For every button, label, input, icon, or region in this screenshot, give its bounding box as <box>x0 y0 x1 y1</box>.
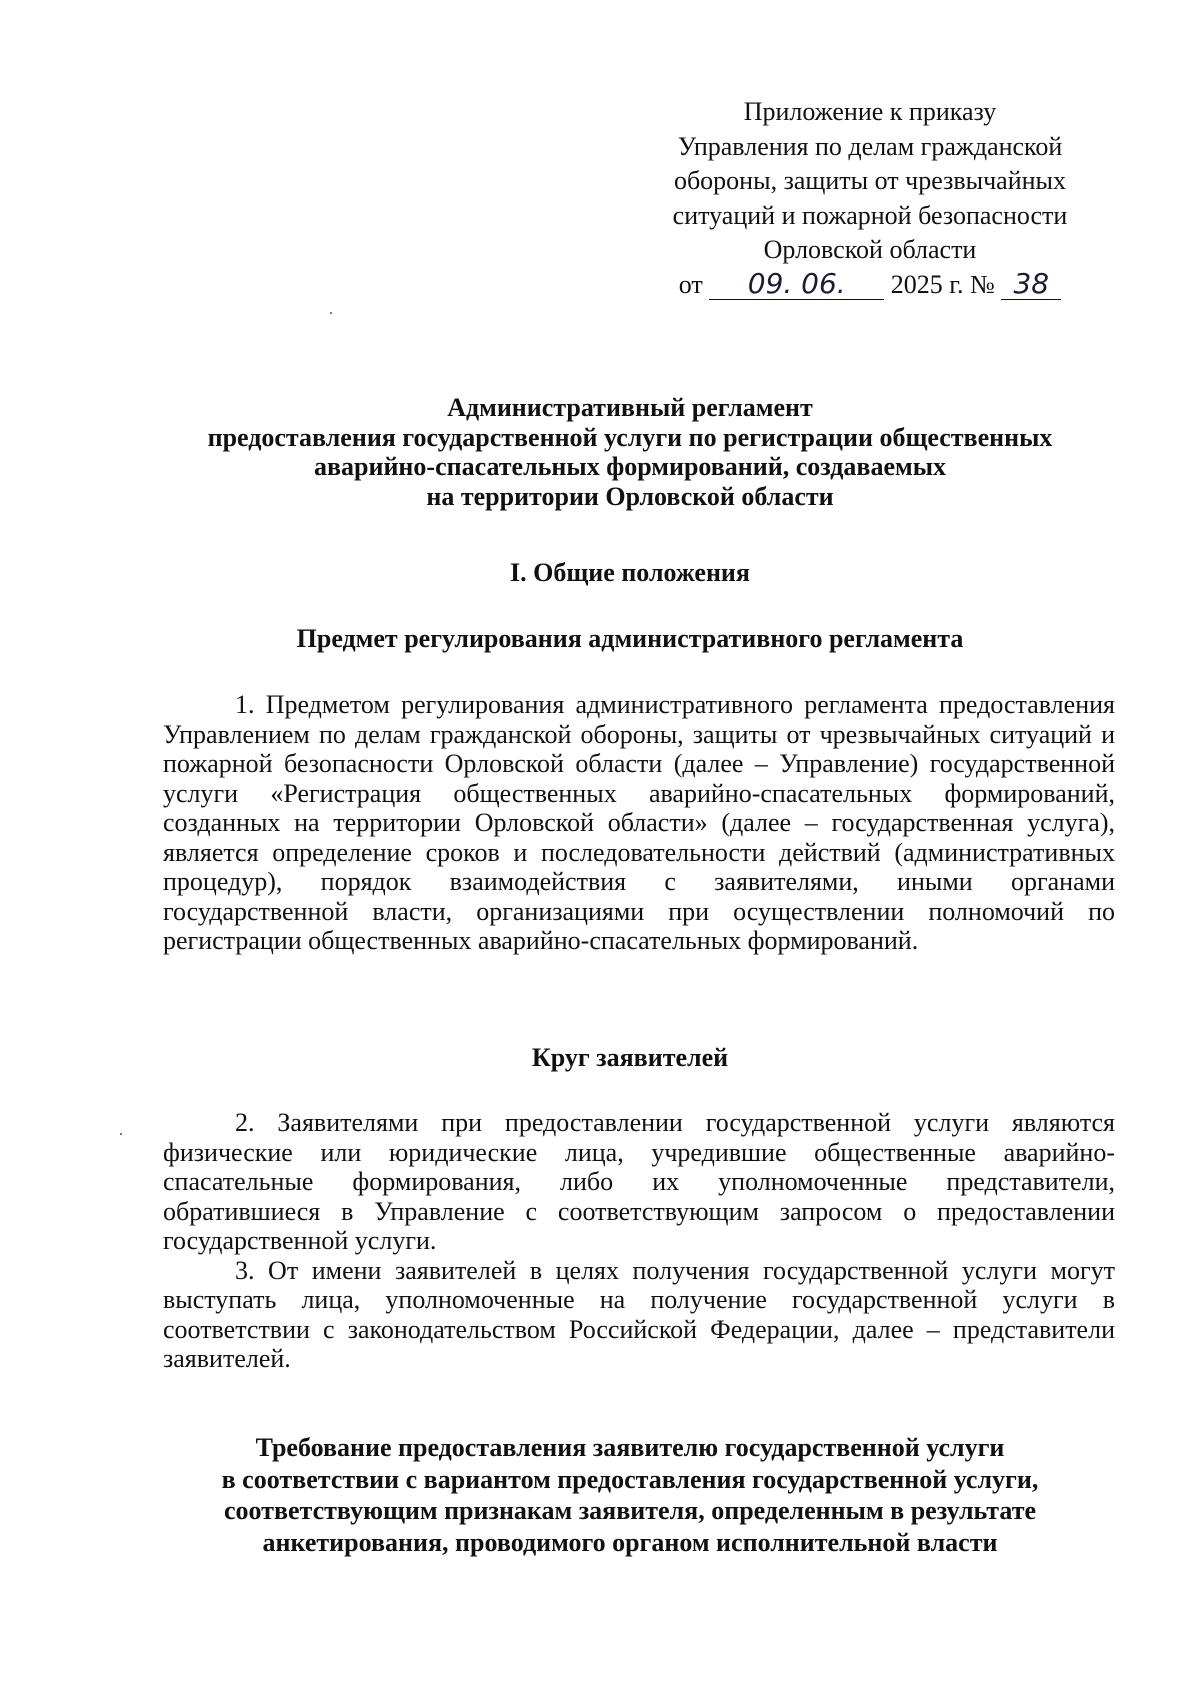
annex-line: Приложение к приказу <box>743 97 997 126</box>
requirement-heading-line: анкетирования, проводимого органом исполнительной власти <box>262 1527 998 1557</box>
requirement-heading-line: Требование предоставления заявителю государственной услуги <box>255 1433 1005 1462</box>
handwritten-date: 09. 06. <box>709 269 884 300</box>
handwritten-order-number: 38 <box>1001 269 1061 300</box>
applicants-heading: Круг заявителей <box>531 1043 729 1072</box>
paragraph-2: 2. Заявителями при предоставлении государственной услуги являются физические или юридические лица, учредившие общественные аварийно-спасательные формирования, либо их уполномоченные представители, обратившиеся в Управление с соответствующим запросом о предоставлении государственной услуги. <box>163 1108 1115 1255</box>
title-line: на территории Орловской области <box>426 481 834 511</box>
paragraph-3: 3. От имени заявителей в целях получения государственной услуги могут выступать лица, уполномоченные на получение государственной услуги в соответствии с законодательством Российской Федерации, далее – представители заявителей. <box>163 1255 1115 1373</box>
paragraph-1: 1. Предметом регулирования административного регламента предоставления Управлением по делам гражданской обороны, защиты от чрезвычайных ситуаций и пожарной безопасности Орловской области (далее – Управление) государственной услуги «Регистрация общественных аварийно-спасательных формирований, созданных на территории Орловской области» (далее – государственная услуга), является определение сроков и последовательности действий (административных процедур), порядок взаимодействия с заявителями, иными органами государственной власти, организациями при осуществлении полномочий по регистрации общественных аварийно-спасательных формирований. <box>163 690 1115 955</box>
annex-line: Управления по делам гражданской <box>677 131 1063 161</box>
section-heading: I. Общие положения <box>510 558 750 587</box>
annex-block <box>650 95 1090 302</box>
document-title <box>150 393 1110 511</box>
subject-heading: Предмет регулирования административного регламента <box>296 624 964 653</box>
scan-speck <box>120 1133 122 1135</box>
title-line: аварийно-спасательных формирований, создаваемых <box>313 452 947 481</box>
requirement-heading <box>150 1432 1110 1558</box>
annex-line: Орловской области <box>763 235 977 264</box>
paragraphs-2-3-block <box>163 1108 1115 1374</box>
scan-speck <box>330 312 332 314</box>
title-line: Административный регламент <box>447 393 813 422</box>
annex-line: ситуаций и пожарной безопасности <box>672 200 1068 230</box>
requirement-heading-line: в соответствии с вариантом предоставления государственной услуги, <box>221 1464 1039 1494</box>
order-date-line <box>650 268 1090 303</box>
title-line: предоставления государственной услуги по регистрации общественных <box>207 422 1053 452</box>
annex-line: обороны, защиты от чрезвычайных <box>673 166 1067 195</box>
date-prefix: от <box>678 269 703 299</box>
requirement-heading-line: соответствующим признакам заявителя, определенным в результате <box>223 1496 1037 1525</box>
year-text: 2025 г. № <box>890 269 995 299</box>
paragraph-1-block <box>163 690 1115 956</box>
